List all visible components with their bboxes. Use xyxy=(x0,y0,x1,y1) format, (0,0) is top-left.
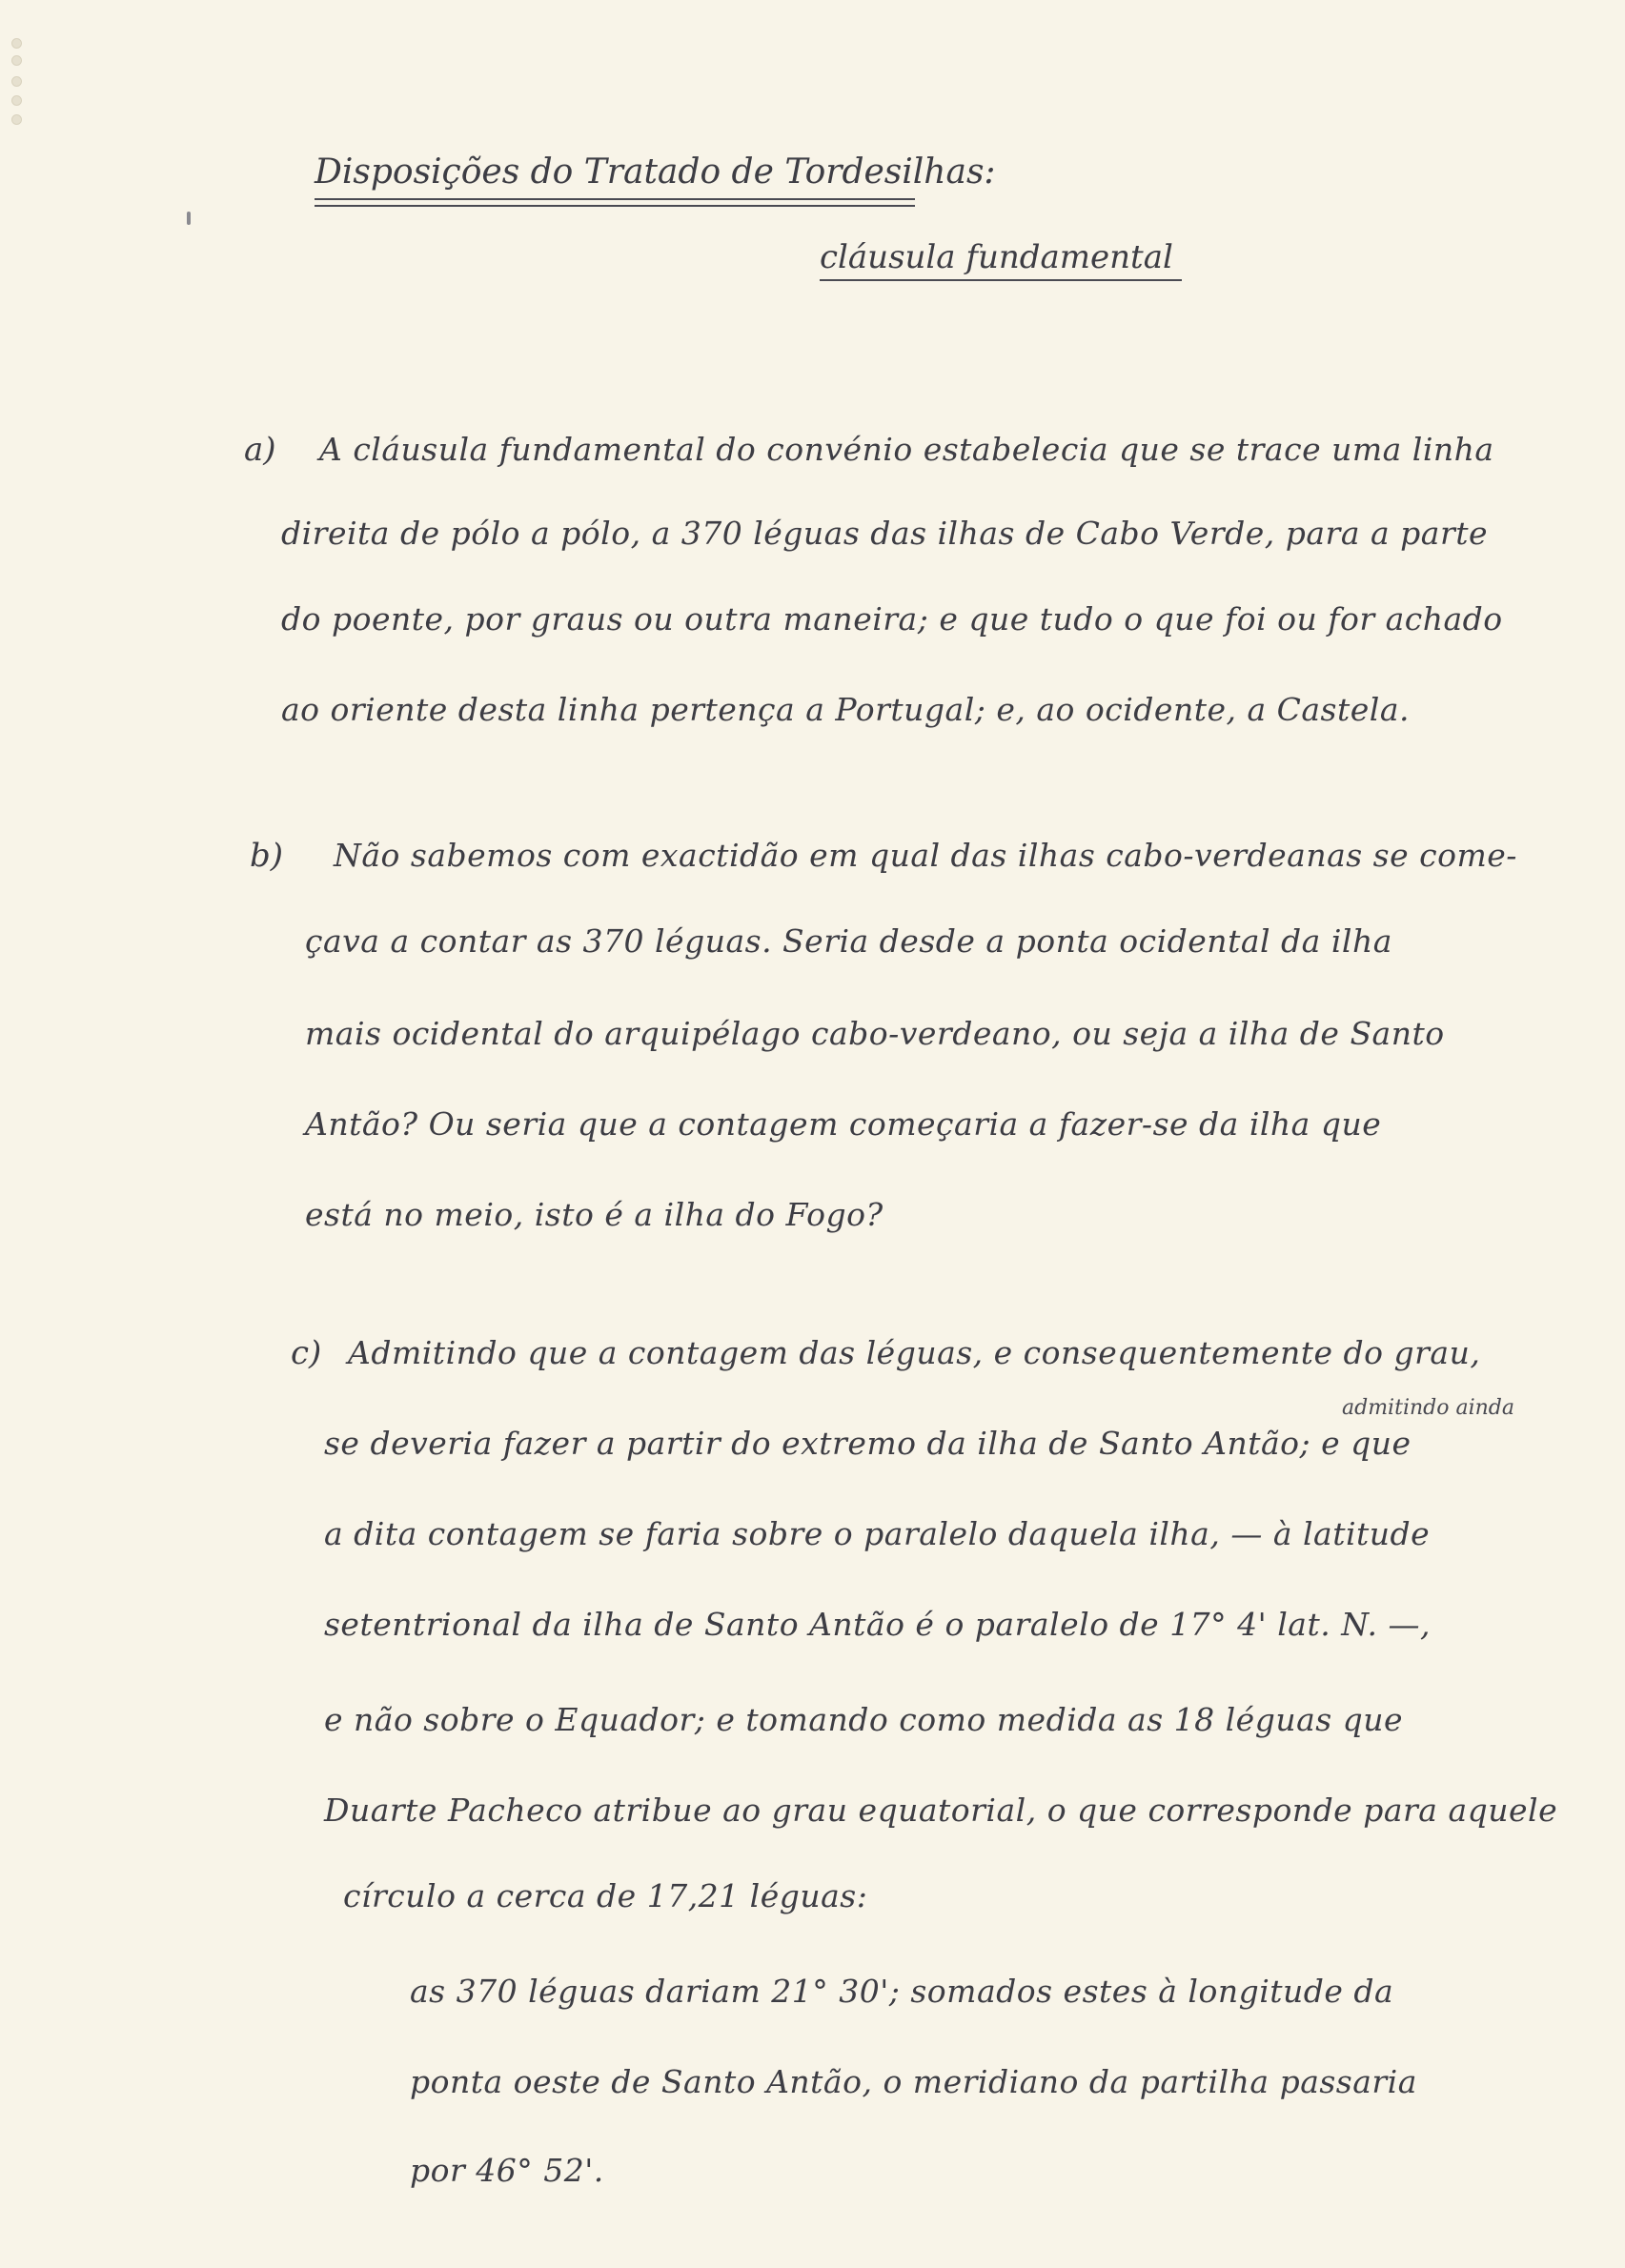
punch-hole xyxy=(11,95,22,106)
section-c-line: setentrional da ilha de Santo Antão é o paralelo de 17° 4' lat. N. —, xyxy=(324,1606,1431,1643)
subtitle-underline xyxy=(820,279,1182,281)
marginal-insertion: admitindo ainda xyxy=(1342,1396,1514,1420)
title-underline xyxy=(315,198,915,200)
calculation-line: ponta oeste de Santo Antão, o meridiano da partilha passaria xyxy=(410,2063,1417,2100)
section-b-line: çava a contar as 370 léguas. Seria desde a ponta ocidental da ilha xyxy=(305,922,1392,960)
section-b-line: Antão? Ou seria que a contagem começaria a fazer-se da ilha que xyxy=(305,1105,1382,1143)
section-b-line: mais ocidental do arquipélago cabo-verdeano, ou seja a ilha de Santo xyxy=(305,1015,1445,1052)
punch-hole xyxy=(11,38,22,49)
punch-hole xyxy=(11,114,22,125)
page-subtitle: cláusula fundamental xyxy=(820,238,1173,276)
section-a-line: direita de pólo a pólo, a 370 léguas das ilhas de Cabo Verde, para a parte xyxy=(281,515,1489,552)
section-a-line: A cláusula fundamental do convénio estabelecia que se trace uma linha xyxy=(319,431,1494,468)
section-marker-c: c) xyxy=(291,1334,322,1372)
section-c-line: e não sobre o Equador; e tomando como medida as 18 léguas que xyxy=(324,1701,1404,1738)
section-marker-b: b) xyxy=(250,837,284,875)
title-underline xyxy=(315,205,915,207)
section-c-line: a dita contagem se faria sobre o paralelo daquela ilha, — à latitude xyxy=(324,1515,1431,1552)
punch-hole xyxy=(11,76,22,87)
section-b-line: Não sabemos com exactidão em qual das ilhas cabo-verdeanas se come- xyxy=(334,837,1517,874)
calculation-line: as 370 léguas dariam 21° 30'; somados estes à longitude da xyxy=(410,1973,1394,2010)
ink-mark xyxy=(187,212,191,225)
section-a-line: ao oriente desta linha pertença a Portugal; e, ao ocidente, a Castela. xyxy=(281,691,1411,728)
section-c-line: se deveria fazer a partir do extremo da ilha de Santo Antão; e que xyxy=(324,1425,1412,1462)
section-c-line: Duarte Pacheco atribue ao grau equatorial, o que corresponde para aquele xyxy=(324,1792,1558,1829)
section-c-line: círculo a cerca de 17,21 léguas: xyxy=(343,1877,868,1914)
section-c-line: Admitindo que a contagem das léguas, e consequentemente do grau, xyxy=(348,1334,1481,1371)
page-title: Disposições do Tratado de Tordesilhas: xyxy=(315,152,996,192)
calculation-line: por 46° 52'. xyxy=(410,2152,604,2189)
section-a-line: do poente, por graus ou outra maneira; e que tudo o que foi ou for achado xyxy=(281,600,1503,638)
section-marker-a: a) xyxy=(244,431,276,469)
section-b-line: está no meio, isto é a ilha do Fogo? xyxy=(305,1196,884,1233)
punch-hole xyxy=(11,55,22,66)
